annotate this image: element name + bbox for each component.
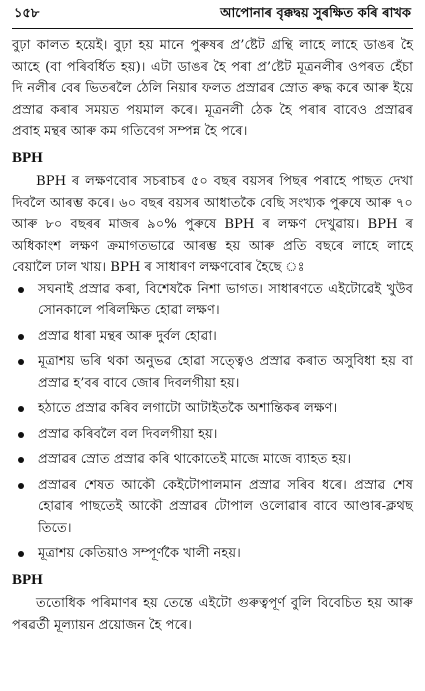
list-item [12,326,413,348]
bullet-icon [18,359,24,365]
symptoms-list [12,279,413,565]
list-item-text: সঘনাই প্ৰস্ৰাৱ কৰা, বিশেষকৈ নিশা ভাগত। সাধাৰণতে এইটোৱেই খুউব সোনকালে পৰিলক্ষিত হোৱা লক্ষণ। [38,281,413,318]
bullet-icon [18,483,24,489]
list-item [12,351,413,394]
list-item [12,398,413,420]
symptoms-paragraph: BPH ৰ লক্ষণবোৰ সচৰাচৰ ৫০ বছৰ বয়সৰ পিছৰ পৰাহে পাছত দেখা দিবলৈ আৰম্ভ কৰে। ৬০ বছৰ বয়সৰ আধাতকৈ বেছি সংখ্যক পুৰুষে আৰু ৭০ আৰু ৮০ বছৰৰ মাজৰ ৯০% পুৰুষে BPH ৰ লক্ষণ দেখুৱায়। BPH ৰ অধিকাংশ লক্ষণ ক্ৰমাগতভাৱে আৰম্ভ হয় আৰু প্ৰতি বছৰে লাহে লাহে বেয়ালৈ ঢাল খায়। BPH ৰ সাধাৰণ লক্ষণবোৰ হৈছে ঃ [12,174,413,275]
list-item [12,424,413,446]
list-item-text: প্ৰস্ৰাৱ কৰিবলৈ বল দিবলগীয়া হয়। [38,426,218,442]
bullet-icon [18,406,24,412]
section-heading-bph-2: BPH [12,571,43,588]
bullet-icon [18,551,24,557]
list-item [12,543,413,565]
list-item-text: প্ৰস্ৰাৱৰ শেষত আকৌ কেইটোপালমান প্ৰস্ৰাৱ সৰিব ধৰে। প্ৰস্ৰাৱ শেষ হোৱাৰ পাছতেই আকৌ প্ৰস্ৰাৱৰ টোপাল ওলোৱাৰ বাবে আণ্ডাৰ-ক্লথছ তিতে। [38,477,413,536]
bullet-icon [18,457,24,463]
list-item [12,449,413,471]
list-item-text: প্ৰস্ৰাৱৰ স্ৰোত প্ৰস্ৰাৱ কৰি থাকোতেই মাজে মাজে ব্যাহত হয়। [38,452,352,467]
evaluation-paragraph: ততোধিক পৰিমাণৰ হয় তেন্তে এইটো গুৰুত্বপূৰ্ণ বুলি বিবেচিত হয় আৰু পৰৱৰ্তী মূল্যায়ন প্ৰয়োজন হৈ পৰে। [12,596,413,633]
list-item-text: মূত্ৰাশয় ভৰি থকা অনুভৱ হোৱা সত্ত্বেও প্ৰস্ৰাৱ কৰাত অসুবিধা হয় বা প্ৰস্ৰাৱ হ’বৰ বাবে জোৰ দিবলগীয়া হয়। [38,354,413,391]
bullet-icon [18,287,24,293]
page-content [12,35,413,636]
list-item [12,475,413,540]
list-item-text: হঠাতে প্ৰস্ৰাৱ কৰিব লগাটো আটাইতকৈ অশান্তিকৰ লক্ষণ। [38,401,338,416]
page-header [12,4,413,29]
list-item-text: মূত্ৰাশয় কেতিয়াও সম্পূৰ্ণকৈ খালী নহয়। [38,546,241,561]
bullet-icon [18,334,24,340]
list-item-text: প্ৰস্ৰাৱ ধাৰা মন্থৰ আৰু দুৰ্বল হোৱা। [38,328,217,344]
section-heading-bph: BPH [12,149,43,166]
bullet-icon [18,432,24,438]
list-item [12,279,413,322]
running-title: আপোনাৰ বৃক্কদ্বয় সুৰক্ষিত কৰি ৰাখক [220,6,411,21]
intro-paragraph: বুঢ়া কালত হয়েই। বুঢ়া হয় মানে পুৰুষৰ প্ৰ’ষ্টেট গ্ৰন্থি লাহে লাহে ডাঙৰ হৈ আহে (বা পৰিবৰ্ধিত হয়)। এটা ডাঙৰ হৈ পৰা প্ৰ’ষ্টেট মূত্ৰনলীৰ ওপৰত হেঁচা দি নলীৰ বেৰ ভিতৰলৈ ঠেলি নিয়াৰ ফলত প্ৰস্ৰাৱৰ স্ৰোত ৰুদ্ধ কৰে আৰু ইয়ে প্ৰস্ৰাৱ কৰাৰ সময়ত পয়মাল কৰে। মূত্ৰনলী ঠেক হৈ পৰাৰ বাবেও প্ৰস্ৰাৱৰ প্ৰবাহ মন্থৰ আৰু কম গতিবেগ সম্পন্ন হৈ পৰে। [12,38,413,139]
page-number: ১৫৮ [14,6,40,21]
